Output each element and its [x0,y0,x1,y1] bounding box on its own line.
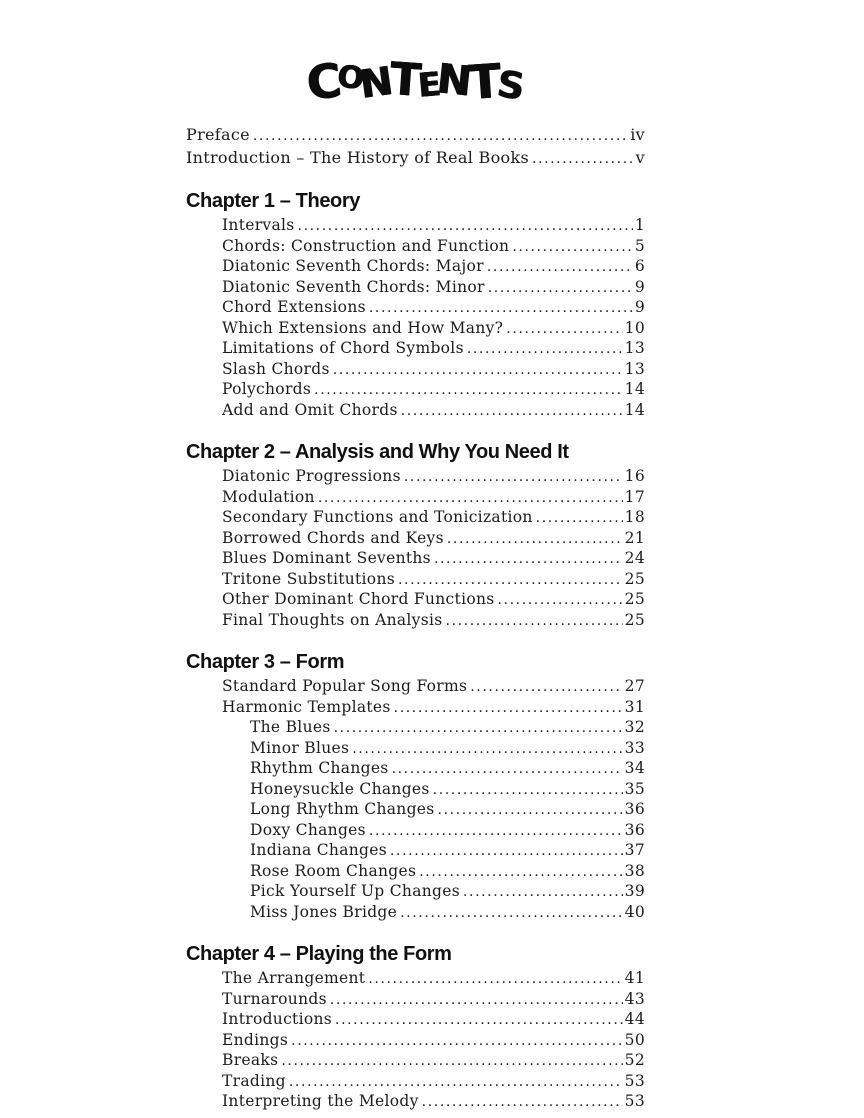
toc-entry-page: 50 [624,1030,645,1049]
dot-leader [447,529,623,550]
chapter-heading: Chapter 3 – Form [186,651,345,673]
toc-subentry [186,862,645,883]
toc-entry [186,216,645,237]
toc-entry [186,401,645,422]
toc-entry-page: 33 [624,738,645,757]
toc-entry-label: Slash Chords [222,359,330,378]
dot-leader [487,257,633,278]
dot-leader [291,1031,623,1052]
toc-entry [186,380,645,401]
toc-entry-label: Diatonic Seventh Chords: Major [222,257,484,275]
toc-entry-label: Modulation [222,487,315,506]
toc-entry-page: 27 [624,677,645,695]
dot-leader [404,467,623,488]
toc-entry-label: Interpreting the Melody [222,1092,419,1110]
toc-subentry [186,841,645,862]
toc-entry-label: Blues Dominant Sevenths [222,549,431,567]
toc-entry-label: Trading [222,1071,286,1090]
dot-leader [289,1072,623,1093]
dot-leader [467,339,623,360]
toc-entry-page: 13 [624,359,645,378]
toc-entry-label: Which Extensions and How Many? [222,318,504,337]
toc-entry-introduction [186,147,645,170]
chapter-heading: Chapter 1 – Theory [186,190,360,212]
toc-entry-page: 25 [624,610,645,629]
toc-entry-label: Chord Extensions [222,298,366,316]
title-letter: S [494,61,527,109]
toc-entry [186,990,645,1011]
toc-entry-page: 35 [624,779,645,798]
dot-leader [422,1092,623,1113]
dot-leader [253,124,628,147]
toc-entry [186,1010,645,1031]
toc-entry-label: The Blues [250,718,331,736]
toc-entry-page: 17 [624,487,645,506]
toc-subentry [186,780,645,801]
dot-leader [536,508,623,529]
toc-entry-label: Add and Omit Chords [222,400,398,419]
toc-entry-page: 52 [624,1051,645,1069]
dot-leader [400,903,623,924]
toc-entry-page: iv [630,125,645,144]
toc-entry-label: Standard Popular Song Forms [222,677,468,695]
dot-leader [352,739,622,760]
toc-entry [186,529,645,550]
toc-entry [186,1031,645,1052]
dot-leader [314,380,623,401]
toc-entry [186,698,645,719]
toc-subentry [186,718,645,739]
toc-entry [186,570,645,591]
toc-entry-label: Indiana Changes [250,841,387,859]
title-letter: N [435,53,475,106]
toc-entry [186,237,645,258]
toc-subentry [186,800,645,821]
dot-leader [330,990,623,1011]
chapter-entries [186,216,645,421]
toc-subentry [186,821,645,842]
chapter-4-section [186,942,645,1113]
dot-leader [390,841,623,862]
toc-entry [186,278,645,299]
dot-leader [488,278,633,299]
dot-leader [333,360,623,381]
toc-entry-page: 14 [624,380,645,398]
dot-leader [419,862,622,883]
dot-leader [438,800,623,821]
toc-entry-page: 9 [634,277,645,296]
toc-entry-label: Introduction – The History of Real Books [186,148,529,167]
toc-entry-label: Diatonic Progressions [222,467,401,485]
dot-leader [532,147,634,170]
toc-entry-page: 5 [634,236,645,255]
toc-entry [186,360,645,381]
dot-leader [434,549,623,570]
toc-entry-label: Secondary Functions and Tonicization [222,508,533,526]
toc-entry-page: 36 [624,800,645,818]
dot-leader [318,488,623,509]
toc-entry-label: Preface [186,125,250,144]
toc-entry-page: 31 [624,697,645,716]
toc-entry-page: 53 [624,1071,645,1090]
dot-leader [335,1010,623,1031]
toc-entry-preface [186,124,645,147]
toc-entry-page: 32 [624,718,645,736]
toc-entry [186,969,645,990]
toc-entry-label: Tritone Substitutions [222,569,395,588]
toc-entry-label: Polychords [222,380,312,398]
toc-entry-label: Other Dominant Chord Functions [222,590,495,608]
chapter-entries [186,467,645,631]
toc-entry-label: Miss Jones Bridge [250,902,398,921]
toc-entry-label: Turnarounds [222,989,327,1008]
toc-subentry [186,903,645,924]
toc-entry-page: 36 [624,820,645,839]
toc-entry-page: 13 [624,339,645,357]
toc-entry-page: 41 [624,969,645,987]
chapter-3-section [186,650,645,923]
chapter-entries [186,969,645,1113]
toc-entry-page: 16 [624,467,645,485]
dot-leader [368,969,622,990]
dot-leader [506,319,622,340]
title-letter: T [388,51,423,107]
toc-entry [186,611,645,632]
toc-entry [186,319,645,340]
toc-entry-page: 38 [624,861,645,880]
dot-leader [463,882,623,903]
dot-leader [470,677,622,698]
toc-entry [186,590,645,611]
toc-entry-label: Diatonic Seventh Chords: Minor [222,277,485,296]
dot-leader [298,216,633,237]
toc-entry-page: v [635,148,645,167]
title-letter: O [335,58,367,98]
toc-entry-page: 43 [624,989,645,1008]
toc-entry-label: Pick Yourself Up Changes [250,882,460,900]
toc-entry-label: Long Rhythm Changes [250,800,435,818]
title-letter: N [357,58,397,108]
toc-entry-page: 37 [624,841,645,859]
title-letter: E [416,63,443,105]
dot-leader [446,611,623,632]
toc-entry-page: 10 [624,318,645,337]
toc-entry [186,1072,645,1093]
toc-entry-label: Honeysuckle Changes [250,779,430,798]
dot-leader [512,237,632,258]
dot-leader [433,780,623,801]
toc-entry-label: Harmonic Templates [222,697,391,716]
toc-entry-label: Introductions [222,1010,333,1028]
toc-entry-label: Chords: Construction and Function [222,236,510,255]
toc-entry-page: 53 [624,1092,645,1110]
toc-entry-page: 39 [624,882,645,900]
toc-entry-page: 14 [624,400,645,419]
toc-entry-label: Intervals [222,216,295,234]
toc-entry-page: 34 [624,759,645,777]
toc-entry-label: Rhythm Changes [250,759,389,777]
chapter-2-section [186,440,645,631]
dot-leader [398,570,623,591]
dot-leader [369,821,623,842]
toc-entry-page: 6 [634,257,645,275]
front-matter [186,124,645,170]
toc-entry-page: 25 [624,590,645,608]
dot-leader [392,759,623,780]
toc-entry-label: Minor Blues [250,738,350,757]
toc-entry-label: Limitations of Chord Symbols [222,339,464,357]
toc-entry-label: Endings [222,1030,289,1049]
title-letter: T [466,53,503,111]
dot-leader [334,718,623,739]
chapter-entries [186,677,645,923]
toc-subentry [186,882,645,903]
toc-entry-page: 1 [634,216,645,234]
toc-subentry [186,739,645,760]
toc-entry-page: 24 [624,549,645,567]
toc-entry [186,677,645,698]
toc-entry [186,488,645,509]
dot-leader [498,590,623,611]
toc-subentry [186,759,645,780]
toc-entry-label: The Arrangement [222,969,366,987]
toc-entry-label: Borrowed Chords and Keys [222,528,444,547]
toc-entry-page: 40 [624,902,645,921]
toc-entry-page: 25 [624,569,645,588]
toc-entry [186,339,645,360]
toc-entry-page: 21 [624,528,645,547]
dot-leader [369,298,633,319]
toc-entry [186,257,645,278]
chapter-1-section [186,189,645,421]
toc-entry-label: Rose Room Changes [250,861,417,880]
toc-entry-label: Doxy Changes [250,820,366,839]
toc-entry-label: Final Thoughts on Analysis [222,610,443,629]
toc-entry-page: 44 [624,1010,645,1028]
dot-leader [394,698,623,719]
dot-leader [401,401,623,422]
toc-entry-page: 9 [634,298,645,316]
toc-entry [186,467,645,488]
chapter-heading: Chapter 2 – Analysis and Why You Need It [186,441,569,463]
toc-entry [186,1092,645,1113]
toc-entry [186,298,645,319]
toc-entry-label: Breaks [222,1051,279,1069]
toc-entry [186,1051,645,1072]
contents-title [186,50,645,114]
toc-entry [186,508,645,529]
toc-entry-page: 18 [624,508,645,526]
toc-entry [186,549,645,570]
title-letter: C [303,52,344,112]
dot-leader [281,1051,622,1072]
chapter-heading: Chapter 4 – Playing the Form [186,943,452,965]
